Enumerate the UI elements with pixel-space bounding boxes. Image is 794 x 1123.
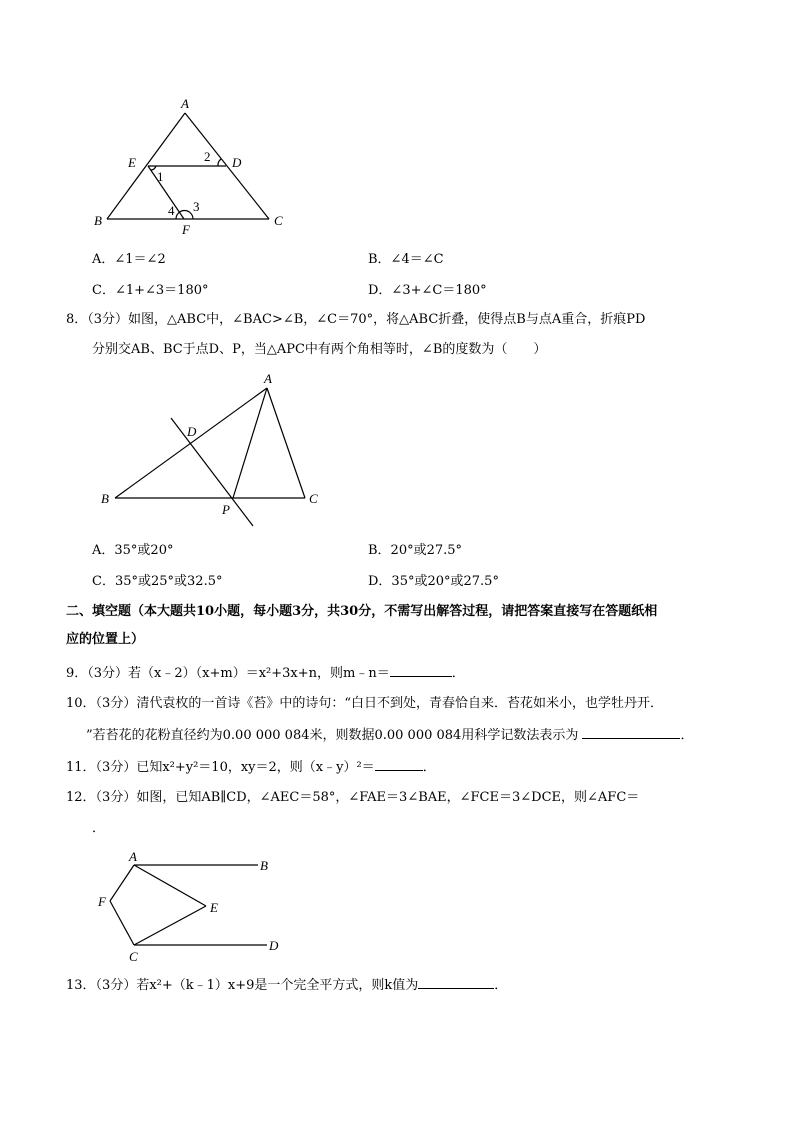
q10-text: ”若苔花的花粉直径约为0.00 000 084米，则数据0.00 000 084用科学记数法表示为 [86,728,579,743]
label-P: P [222,502,230,517]
q7-option-c: C．∠1+∠3＝180° [92,283,209,298]
q7-option-d: D．∠3+∠C＝180° [368,283,487,298]
label-E: E [128,155,136,170]
label-A: A [264,371,272,386]
label-C: C [274,213,283,228]
label-angle-1: 1 [157,169,164,184]
q8-question-line1: 8．（3分）如图，△ABC中，∠BAC>∠B，∠C＝70°，将△ABC折叠，使得点B与点A重合，折痕PD [66,312,646,327]
q10-answer-blank[interactable] [582,726,680,739]
section-header-line1: 二、填空题（本大题共10小题，每小题3分，共30分，不需写出解答过程，请把答案直接写在答题纸相 [66,604,658,619]
q10-question-line1: 10．（3分）清代袁枚的一首诗《苔》中的诗句：“白日不到处，青春恰自来．苔花如米小，也学牡丹开． [66,696,663,711]
label-B: B [101,491,109,506]
q10-question-line2 [86,726,693,745]
q13-answer-blank[interactable] [418,976,494,989]
q11-text: 11．（3分）已知x²+y²＝10，xy＝2，则（x﹣y）²＝ [66,760,375,775]
section-header-line2: 应的位置上） [66,632,145,647]
label-D: D [187,424,197,439]
q8-option-c: C．35°或25°或32.5° [92,574,223,589]
q13-end: ． [494,978,508,993]
label-D: D [232,155,242,170]
label-C: C [129,949,138,964]
label-B: B [94,213,102,228]
label-D: D [269,938,279,953]
label-angle-2: 2 [204,149,211,164]
label-B: B [260,858,268,873]
q11-end: ． [422,760,436,775]
q9-end: ． [451,666,465,681]
q8-option-b: B．20°或27.5° [368,543,463,558]
q11-answer-blank[interactable] [375,758,423,771]
q12-question-line2: ． [92,821,106,836]
label-F: F [98,894,106,909]
q8-question-line2: 分别交AB、BC于点D、P，当△APC中有两个角相等时，∠B的度数为（ ） [92,342,547,357]
label-E: E [210,900,218,915]
q13-text: 13．（3分）若x²+（k﹣1）x+9是一个完全平方式，则k值为 [66,978,419,993]
q9-answer-blank[interactable] [390,664,452,677]
figure-q12-parallel-lines [92,848,292,966]
q10-end: ． [680,728,694,743]
label-A: A [129,849,137,864]
label-angle-4: 4 [168,203,175,218]
label-F: F [182,222,190,237]
q11-question [66,758,436,777]
q7-option-a: A．∠1＝∠2 [92,252,166,267]
q7-option-b: B．∠4＝∠C [368,252,444,267]
q13-question [66,976,507,995]
q12-question-line1: 12．（3分）如图，已知AB∥CD，∠AEC＝58°，∠FAE＝3∠BAE，∠FCE＝3∠DCE，则∠AFC＝ [66,790,640,805]
label-C: C [309,491,318,506]
q9-question [66,664,465,683]
figure-q8-triangle [95,370,335,530]
q8-option-d: D．35°或20°或27.5° [368,574,499,589]
q9-text: 9．（3分）若（x﹣2）（x+m）＝x²+3x+n，则m﹣n＝ [66,666,390,681]
figure-q7-triangle [90,95,300,240]
q8-option-a: A．35°或20° [92,543,174,558]
label-angle-3: 3 [193,199,200,214]
label-A: A [181,96,189,111]
